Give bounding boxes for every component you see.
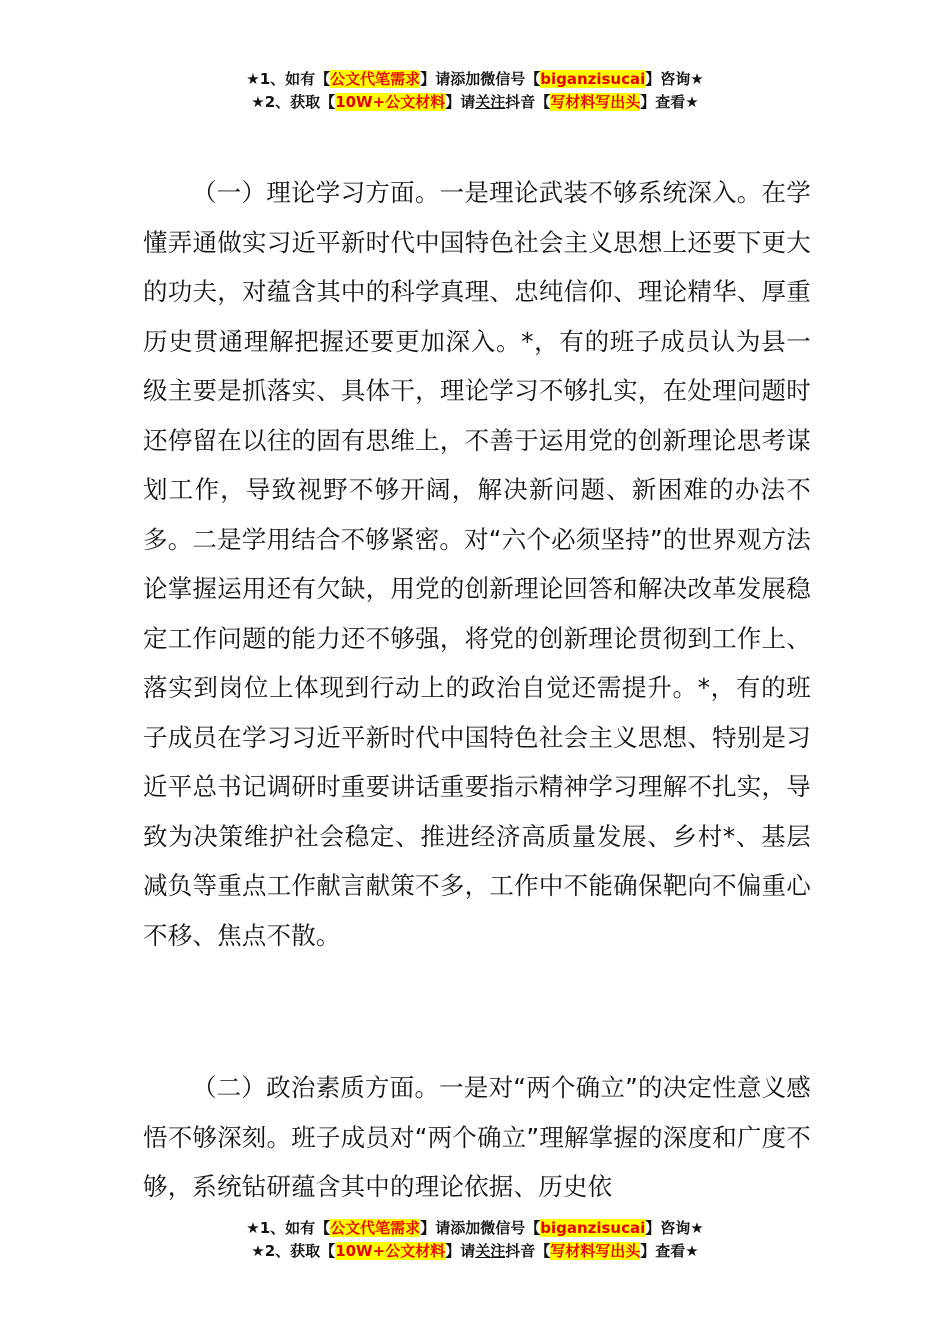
- footer-promo-underlined-follow: 关注: [475, 1242, 506, 1260]
- promo-line-1-prefix: ★1、如有【: [246, 70, 331, 88]
- footer-promo-line-1-prefix: ★1、如有【: [246, 1219, 331, 1237]
- footer-promo: [0, 1217, 950, 1263]
- promo-highlight-wechat-id: biganzisucai: [540, 70, 646, 88]
- footer-promo-highlight-materials: 10W+公文材料: [335, 1242, 446, 1260]
- promo-line-2: [0, 91, 950, 114]
- footer-promo-line-2-mid1: 】请: [445, 1242, 476, 1260]
- footer-promo-line-2: [0, 1240, 950, 1263]
- footer-promo-highlight-service: 公文代笔需求: [330, 1219, 421, 1237]
- footer-promo-highlight-douyin-account: 写材料写出头: [550, 1242, 641, 1260]
- footer-promo-line-1-suffix: 】咨询★: [645, 1219, 704, 1237]
- promo-highlight-service: 公文代笔需求: [330, 70, 421, 88]
- document-body-section-1: [143, 168, 811, 960]
- promo-line-1-suffix: 】咨询★: [645, 70, 704, 88]
- footer-promo-line-2-suffix: 】查看★: [640, 1242, 699, 1260]
- promo-underlined-follow: 关注: [475, 93, 506, 111]
- promo-line-2-mid1: 】请: [445, 93, 476, 111]
- document-body-section-2: [143, 1063, 811, 1212]
- promo-line-2-prefix: ★2、获取【: [251, 93, 336, 111]
- promo-line-2-mid2: 抖音【: [505, 93, 551, 111]
- footer-promo-line-1-mid: 】请添加微信号【: [420, 1219, 541, 1237]
- promo-line-1: [0, 68, 950, 91]
- header-promo: [0, 68, 950, 114]
- footer-promo-highlight-wechat-id: biganzisucai: [540, 1219, 646, 1237]
- promo-line-1-mid: 】请添加微信号【: [420, 70, 541, 88]
- footer-promo-line-2-prefix: ★2、获取【: [251, 1242, 336, 1260]
- paragraph-theory-study: （一）理论学习方面。一是理论武装不够系统深入。在学懂弄通做实习近平新时代中国特色社会主义思想上还要下更大的功夫，对蕴含其中的科学真理、忠纯信仰、理论精华、厚重历史贯通理解把握还要更加深入。*，有的班子成员认为县一级主要是抓落实、具体干，理论学习不够扎实，在处理问题时还停留在以往的固有思维上，不善于运用党的创新理论思考谋划工作，导致视野不够开阔，解决新问题、新困难的办法不多。二是学用结合不够紧密。对“六个必须坚持”的世界观方法论掌握运用还有欠缺，用党的创新理论回答和解决改革发展稳定工作问题的能力还不够强，将党的创新理论贯彻到工作上、落实到岗位上体现到行动上的政治自觉还需提升。*，有的班子成员在学习习近平新时代中国特色社会主义思想、特别是习近平总书记调研时重要讲话重要指示精神学习理解不扎实，导致为决策维护社会稳定、推进经济高质量发展、乡村*、基层减负等重点工作献言献策不多，工作中不能确保靶向不偏重心不移、焦点不散。: [143, 178, 811, 950]
- promo-line-2-suffix: 】查看★: [640, 93, 699, 111]
- footer-promo-line-2-mid2: 抖音【: [505, 1242, 551, 1260]
- paragraph-political-quality: （二）政治素质方面。一是对“两个确立”的决定性意义感悟不够深刻。班子成员对“两个确立”理解掌握的深度和广度不够，系统钻研蕴含其中的理论依据、历史依: [143, 1073, 811, 1201]
- promo-highlight-douyin-account: 写材料写出头: [550, 93, 641, 111]
- footer-promo-line-1: [0, 1217, 950, 1240]
- promo-highlight-materials: 10W+公文材料: [335, 93, 446, 111]
